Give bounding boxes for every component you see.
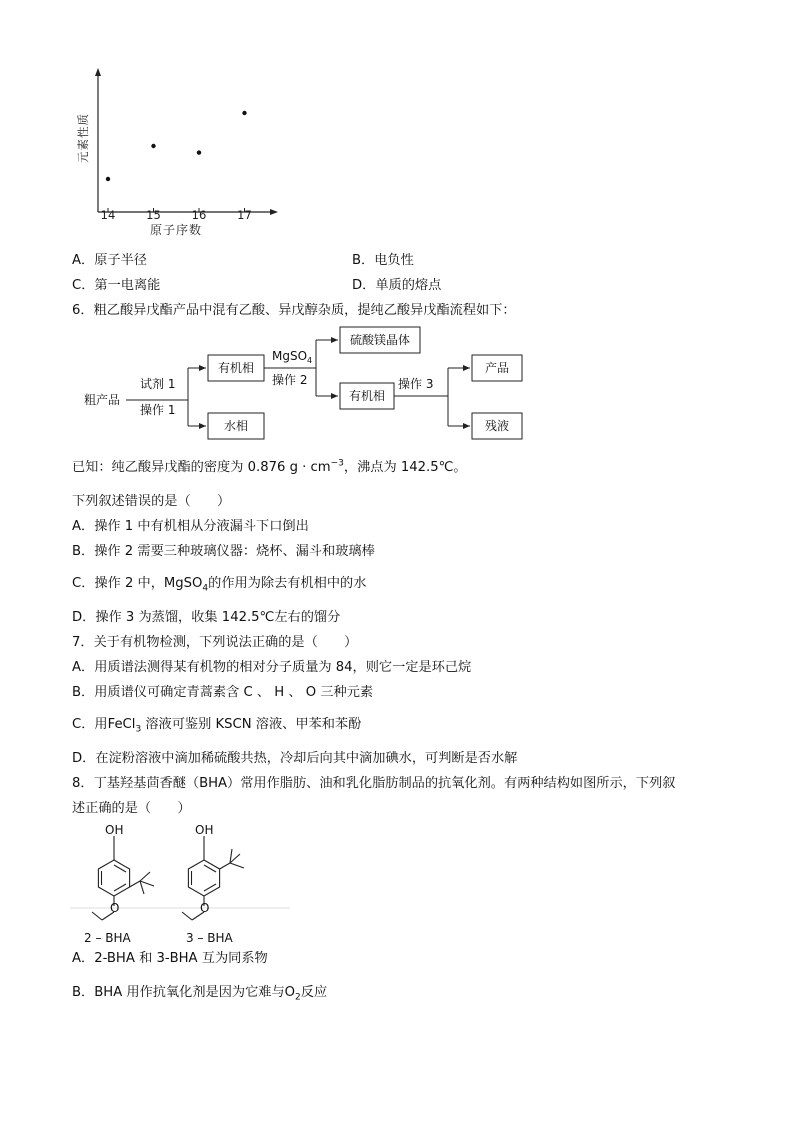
- x-tick-label: 17: [237, 208, 252, 222]
- q6-known: 已知：纯乙酸异戊酯的密度为 0.876 $g \cdot cm^{-3}$，沸点为 142.5℃。: [72, 458, 467, 475]
- q6-option-b: B．操作 2 需要三种玻璃仪器：烧杯、漏斗和玻璃棒: [72, 544, 375, 559]
- q6-option-c: C．操作 2 中，MgSO$_4$的作用为除去有机相中的水: [72, 576, 367, 594]
- flow-water: 水相: [223, 419, 249, 433]
- x-tick-label: 16: [191, 208, 207, 222]
- flow-mgso4: MgSO$_4$: [272, 349, 313, 365]
- flow-crystal: 硫酸镁晶体: [349, 333, 411, 347]
- q8-option-b: B．BHA 用作抗氧化剂是因为它难与$O_2$反应: [72, 985, 328, 1003]
- q5-option-a: A．原子半径: [72, 253, 147, 268]
- x-tick-label: 15: [146, 208, 161, 222]
- q6-ask: 下列叙述错误的是（ ）: [72, 494, 231, 509]
- oh-label-2: OH: [195, 823, 214, 837]
- data-point: [106, 177, 110, 181]
- flow-reagent1: 试剂 1: [140, 377, 176, 391]
- q7-option-c: C．用FeCl$_3$ 溶液可鉴别 KSCN 溶液、甲苯和苯酚: [72, 717, 362, 735]
- y-axis-arrow: [95, 68, 101, 76]
- flow-op1: 操作 1: [140, 403, 176, 417]
- x-axis-arrow: [270, 209, 278, 215]
- flow-start: 粗产品: [84, 393, 121, 407]
- x-axis-label: 原子序数: [149, 223, 203, 237]
- q7-option-d: D．在淀粉溶液中滴加稀硫酸共热，冷却后向其中滴加碘水，可判断是否水解: [72, 751, 518, 766]
- q8-stem-line1: 8．丁基羟基茴香醚（BHA）常用作脂肪、油和乳化脂肪制品的抗氧化剂。有两种结构如图所示，下列叙: [72, 776, 676, 791]
- data-point: [151, 144, 155, 148]
- scatter-chart: [70, 62, 290, 242]
- label-2-bha: 2 – BHA: [84, 931, 131, 945]
- q5-option-d: D．单质的熔点: [352, 278, 442, 293]
- flow-organic1: 有机相: [217, 361, 255, 375]
- q7-stem: 7．关于有机物检测，下列说法正确的是（ ）: [72, 635, 358, 650]
- y-axis-label: 元素性质: [76, 113, 90, 163]
- flow-op2: 操作 2: [272, 373, 308, 387]
- label-3-bha: 3 – BHA: [186, 931, 233, 945]
- q6-option-a: A．操作 1 中有机相从分液漏斗下口倒出: [72, 519, 309, 534]
- q5-option-b: B．电负性: [352, 253, 414, 268]
- q6-option-d: D．操作 3 为蒸馏，收集 142.5℃左右的馏分: [72, 610, 341, 625]
- flow-op3: 操作 3: [398, 377, 434, 391]
- q8-option-a: A．2-BHA 和 3-BHA 互为同系物: [72, 951, 268, 966]
- bha-structures: [70, 820, 290, 948]
- flow-product: 产品: [484, 361, 510, 375]
- q7-option-b: B．用质谱仪可确定青蒿素含 C 、 H 、 O 三种元素: [72, 685, 374, 700]
- q7-option-a: A．用质谱法测得某有机物的相对分子质量为 84，则它一定是环己烷: [72, 660, 472, 675]
- data-point: [197, 150, 201, 154]
- q5-option-c: C．第一电离能: [72, 278, 161, 293]
- flow-organic2: 有机相: [348, 389, 386, 403]
- q6-flowchart: [76, 322, 536, 448]
- q6-stem: 6．粗乙酸异戊酯产品中混有乙酸、异戊醇杂质，提纯乙酸异戊酯流程如下：: [72, 303, 516, 318]
- q8-stem-line2: 述正确的是（ ）: [72, 801, 191, 816]
- o-atom-1: O: [110, 901, 120, 915]
- o-atom-2: O: [200, 901, 210, 915]
- flow-residue: 残液: [484, 419, 510, 433]
- x-tick-label: 14: [100, 208, 116, 222]
- data-point: [242, 111, 246, 115]
- oh-label-1: OH: [105, 823, 124, 837]
